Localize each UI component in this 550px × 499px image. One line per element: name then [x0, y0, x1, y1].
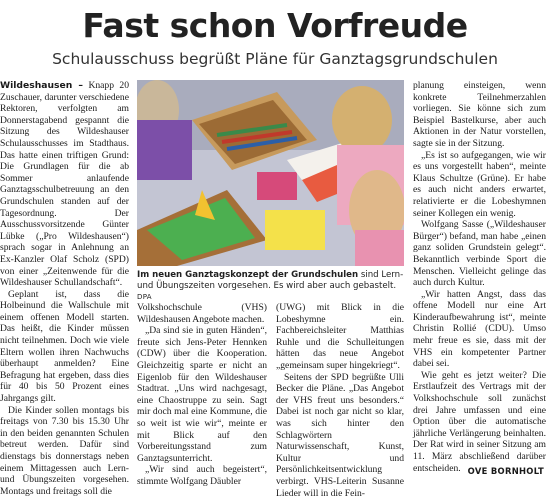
article-paragraph: „Wir hatten Angst, dass das offene Modell nur eine Art Kinderaufbewahrung ist“, meinte Christin Rollié (CDU). Umso mehr freue es sie, dass mit der VHS ein kompetenter Partner dabei sei. — [413, 288, 546, 370]
article-paragraph: Wolfgang Sasse („Wildeshauser Bürger“) befand, man habe „einen ganz soliden Grundstein gelegt“. Bekanntlich verbinde Sport die Menschen. Vielleicht gelinge das auch durch Kultur. — [413, 219, 546, 289]
article-paragraph: „Da sind sie in guten Händen“, freute sich Jens-Peter Hennken (CDW) über die Kooperation. Gleichzeitig sparte er nicht an Eigenlob für den Wildeshauser Stadtrat. „Uns wird nachgesagt, eine Chaostruppe zu sein. Sagt mir doch mal eine Kommune, die so weit ist wie wir“, meinte er mit Blick auf den Vorbereitungsstand zum Ganztagsunterricht. — [137, 325, 267, 464]
article-paragraph: planung einsteigen, wenn konkrete Teilnehmerzahlen vorliegen. Sie könne sich zum Beispiel Bastelkurse, aber auch Aktionen in der Natur vorstellen, sagte sie in der Sitzung. — [413, 80, 546, 149]
article-column-1 — [0, 80, 129, 497]
article-photo — [137, 80, 404, 266]
photo-credit: DPA — [137, 293, 152, 301]
article-paragraph: Die Kinder sollen montags bis freitags von 7.30 bis 15.30 Uhr in den beiden genannten Schulen betreut werden. Dafür sind dienstags bis donnerstags neben einem Mittagessen auch Lern- und Übungszeiten vorgesehen. Montags und freitags soll die — [0, 404, 129, 497]
headline: Fast schon Vorfreude — [82, 6, 468, 45]
article-paragraph: Seitens der SPD begrüßte Ulli Becker die Pläne. „Das Angebot der VHS freut uns besonders.“ Dabei ist noch gar nicht so klar, was sich hinter den Schlagwörtern Naturwissenschaft, Kunst, Kultur und Persönlichkeitsentwicklung verbirgt. VHS-Leiterin Susanne Lieder will in die Fein- — [276, 371, 404, 499]
article-paragraph: Geplant ist, dass die Holbeinund die Wallschule mit einem offenen Modell starten. Das heißt, die Kinder müssen nicht teilnehmen. Doch wie viele Eltern wollen ihren Nachwuchs überhaupt anmelden? Eine Befragung hat ergeben, dass dies für 40 bis 50 Prozent eines Jahrgangs gilt. — [0, 288, 129, 405]
dateline: Wildeshausen – — [0, 80, 84, 91]
article-paragraph: „Es ist so aufgegangen, wie wir es uns vorgestellt haben“, meinte Klaus Schultze (Grüne). Er habe es auch nicht anders erwartet, relativierte er die Lobeshymnen seiner Kollegen ein wenig. — [413, 149, 546, 219]
caption-lead: Im neuen Ganztagskonzept der Grundschulen — [137, 270, 359, 280]
article-column-3 — [276, 302, 404, 499]
subheadline: Schulausschuss begrüßt Pläne für Ganztagsgrundschulen — [52, 50, 498, 68]
author-byline: OVE BORNHOLT — [467, 466, 544, 476]
article-paragraph: „Wir sind auch begeistert“, stimmte Wolfgang Däubler — [137, 464, 267, 487]
caption-text: sind Lern- und Übungszeiten vorgesehen. Es wird aber auch gebastelt. — [137, 270, 404, 291]
article-column-4 — [413, 80, 546, 474]
article-paragraph: Wildeshausen – Knapp 20 Zuschauer, darunter verschiedene Rektoren, verfolgten am Donnerstagabend gespannt die Sitzung des Wildeshauser Schulausschusses im Stadthaus. Das hatte einen triftigen Grund: Die Grundlagen für die ab Sommer anlaufende Ganztagsschulbetreuung an den Grundschulen standen auf der Tagesordnung. Der Ausschussvorsitzende Günter Lübke („Pro Wildeshausen“) sprach sogar in Anlehnung an Ex-Kanzler Olaf Scholz (SPD) von einer „Zeitenwende für die Wildeshauser Schullandschaft“. — [0, 80, 130, 289]
photo-caption — [137, 270, 404, 303]
children-crafting-photo — [137, 80, 404, 266]
article-column-2 — [137, 302, 267, 488]
article-paragraph: Volkshochschule (VHS) Wildeshausen Angebote machen. — [137, 302, 267, 325]
article-paragraph: Wie geht es jetzt weiter? Die Erstlaufzeit des Vertrags mit der Volkshochschule soll zunächst drei Jahre umfassen und eine Option über die automatische jährliche Verlängerung beinhalten. Der Rat wird in seiner Sitzung am 11. März abschließend darüber entscheiden. — [413, 369, 546, 474]
article-paragraph: (UWG) mit Blick in die Lobeshymne ein. Fachbereichsleiter Matthias Ruhle und die Schulleitungen hätten das neue Angebot „gemeinsam super hingekriegt“. — [276, 302, 404, 371]
